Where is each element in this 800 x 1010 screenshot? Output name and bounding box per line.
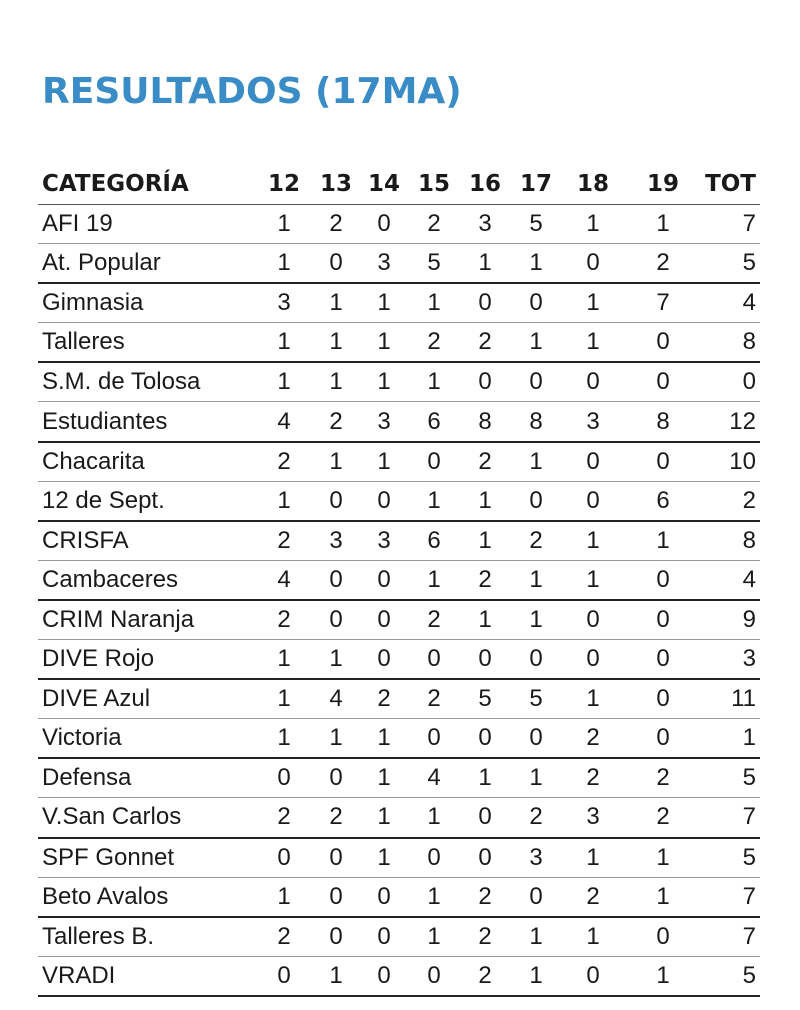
score-cell: 1 — [510, 244, 562, 284]
score-cell: 3 — [562, 798, 624, 838]
score-cell: 0 — [360, 956, 408, 996]
team-name-cell: DIVE Rojo — [38, 640, 256, 680]
score-cell: 1 — [256, 362, 312, 402]
team-name-cell: DIVE Azul — [38, 679, 256, 719]
team-name-cell: Victoria — [38, 719, 256, 759]
score-cell: 1 — [624, 521, 702, 561]
score-cell: 0 — [562, 244, 624, 284]
header-19: 19 — [624, 164, 702, 204]
total-cell: 5 — [702, 956, 760, 996]
table-row — [38, 521, 760, 561]
score-cell: 2 — [312, 204, 360, 244]
score-cell: 1 — [408, 560, 460, 600]
header-15: 15 — [408, 164, 460, 204]
team-name-cell: At. Popular — [38, 244, 256, 284]
score-cell: 5 — [408, 244, 460, 284]
score-cell: 1 — [562, 838, 624, 878]
score-cell: 0 — [510, 877, 562, 917]
score-cell: 1 — [360, 362, 408, 402]
score-cell: 6 — [624, 481, 702, 521]
total-cell: 7 — [702, 204, 760, 244]
score-cell: 4 — [312, 679, 360, 719]
score-cell: 2 — [360, 679, 408, 719]
header-17: 17 — [510, 164, 562, 204]
total-cell: 4 — [702, 283, 760, 323]
score-cell: 1 — [256, 323, 312, 363]
score-cell: 1 — [624, 877, 702, 917]
score-cell: 4 — [408, 758, 460, 798]
score-cell: 0 — [256, 956, 312, 996]
score-cell: 1 — [312, 323, 360, 363]
score-cell: 1 — [460, 600, 510, 640]
score-cell: 2 — [562, 758, 624, 798]
score-cell: 1 — [510, 600, 562, 640]
table-row — [38, 838, 760, 878]
score-cell: 0 — [624, 679, 702, 719]
score-cell: 0 — [408, 442, 460, 482]
score-cell: 3 — [510, 838, 562, 878]
score-cell: 0 — [312, 600, 360, 640]
score-cell: 5 — [510, 679, 562, 719]
score-cell: 2 — [624, 798, 702, 838]
header-13: 13 — [312, 164, 360, 204]
score-cell: 1 — [312, 956, 360, 996]
score-cell: 0 — [360, 917, 408, 957]
score-cell: 0 — [408, 838, 460, 878]
score-cell: 7 — [624, 283, 702, 323]
score-cell: 0 — [562, 362, 624, 402]
total-cell: 8 — [702, 323, 760, 363]
score-cell: 0 — [460, 719, 510, 759]
table-row — [38, 877, 760, 917]
table-row — [38, 679, 760, 719]
score-cell: 1 — [312, 640, 360, 680]
score-cell: 1 — [562, 204, 624, 244]
score-cell: 5 — [510, 204, 562, 244]
score-cell: 0 — [510, 481, 562, 521]
team-name-cell: Cambaceres — [38, 560, 256, 600]
score-cell: 2 — [624, 244, 702, 284]
score-cell: 1 — [360, 798, 408, 838]
score-cell: 1 — [312, 283, 360, 323]
score-cell: 0 — [256, 758, 312, 798]
score-cell: 3 — [360, 402, 408, 442]
total-cell: 5 — [702, 838, 760, 878]
score-cell: 0 — [562, 442, 624, 482]
score-cell: 1 — [256, 877, 312, 917]
score-cell: 0 — [510, 640, 562, 680]
header-18: 18 — [562, 164, 624, 204]
score-cell: 0 — [562, 956, 624, 996]
score-cell: 2 — [312, 402, 360, 442]
total-cell: 3 — [702, 640, 760, 680]
score-cell: 1 — [510, 917, 562, 957]
score-cell: 2 — [408, 204, 460, 244]
score-cell: 2 — [408, 600, 460, 640]
score-cell: 0 — [360, 600, 408, 640]
table-row — [38, 402, 760, 442]
score-cell: 1 — [624, 956, 702, 996]
score-cell: 1 — [256, 719, 312, 759]
score-cell: 2 — [460, 442, 510, 482]
score-cell: 0 — [360, 877, 408, 917]
header-12: 12 — [256, 164, 312, 204]
score-cell: 0 — [256, 838, 312, 878]
score-cell: 0 — [460, 798, 510, 838]
team-name-cell: VRADI — [38, 956, 256, 996]
table-row — [38, 244, 760, 284]
total-cell: 12 — [702, 402, 760, 442]
table-row — [38, 758, 760, 798]
table-row — [38, 956, 760, 996]
score-cell: 1 — [408, 877, 460, 917]
table-row — [38, 481, 760, 521]
score-cell: 0 — [624, 600, 702, 640]
score-cell: 1 — [256, 679, 312, 719]
score-cell: 1 — [624, 838, 702, 878]
score-cell: 2 — [624, 758, 702, 798]
team-name-cell: 12 de Sept. — [38, 481, 256, 521]
score-cell: 1 — [408, 283, 460, 323]
table-body — [38, 204, 760, 996]
table-row — [38, 560, 760, 600]
score-cell: 0 — [312, 758, 360, 798]
score-cell: 1 — [360, 442, 408, 482]
score-cell: 4 — [256, 402, 312, 442]
score-cell: 8 — [460, 402, 510, 442]
score-cell: 1 — [562, 679, 624, 719]
team-name-cell: AFI 19 — [38, 204, 256, 244]
header-categoria: CATEGORÍA — [38, 164, 256, 204]
score-cell: 0 — [360, 640, 408, 680]
score-cell: 1 — [460, 758, 510, 798]
score-cell: 1 — [562, 560, 624, 600]
score-cell: 0 — [510, 719, 562, 759]
team-name-cell: CRIM Naranja — [38, 600, 256, 640]
team-name-cell: Gimnasia — [38, 283, 256, 323]
score-cell: 0 — [624, 323, 702, 363]
table-row — [38, 283, 760, 323]
score-cell: 1 — [510, 323, 562, 363]
team-name-cell: SPF Gonnet — [38, 838, 256, 878]
score-cell: 0 — [360, 481, 408, 521]
score-cell: 1 — [360, 283, 408, 323]
score-cell: 1 — [562, 521, 624, 561]
score-cell: 0 — [460, 362, 510, 402]
total-cell: 7 — [702, 877, 760, 917]
score-cell: 1 — [510, 560, 562, 600]
score-cell: 2 — [460, 877, 510, 917]
team-name-cell: Talleres — [38, 323, 256, 363]
header-16: 16 — [460, 164, 510, 204]
score-cell: 6 — [408, 521, 460, 561]
total-cell: 1 — [702, 719, 760, 759]
table-row — [38, 917, 760, 957]
total-cell: 9 — [702, 600, 760, 640]
header-row — [38, 164, 760, 204]
score-cell: 2 — [510, 521, 562, 561]
total-cell: 7 — [702, 798, 760, 838]
score-cell: 1 — [408, 917, 460, 957]
team-name-cell: Defensa — [38, 758, 256, 798]
score-cell: 3 — [312, 521, 360, 561]
score-cell: 2 — [312, 798, 360, 838]
table-row — [38, 719, 760, 759]
score-cell: 1 — [510, 442, 562, 482]
score-cell: 1 — [562, 283, 624, 323]
team-name-cell: Chacarita — [38, 442, 256, 482]
score-cell: 0 — [360, 560, 408, 600]
total-cell: 8 — [702, 521, 760, 561]
score-cell: 1 — [312, 719, 360, 759]
team-name-cell: CRISFA — [38, 521, 256, 561]
score-cell: 2 — [510, 798, 562, 838]
score-cell: 0 — [624, 917, 702, 957]
score-cell: 1 — [360, 323, 408, 363]
score-cell: 1 — [510, 956, 562, 996]
score-cell: 0 — [624, 640, 702, 680]
score-cell: 0 — [312, 877, 360, 917]
total-cell: 11 — [702, 679, 760, 719]
score-cell: 1 — [256, 640, 312, 680]
table-row — [38, 442, 760, 482]
header-14: 14 — [360, 164, 408, 204]
score-cell: 3 — [360, 244, 408, 284]
score-cell: 8 — [624, 402, 702, 442]
score-cell: 1 — [312, 362, 360, 402]
score-cell: 0 — [408, 956, 460, 996]
score-cell: 1 — [460, 521, 510, 561]
score-cell: 1 — [360, 838, 408, 878]
table-row — [38, 640, 760, 680]
score-cell: 2 — [408, 679, 460, 719]
score-cell: 0 — [408, 640, 460, 680]
table-row — [38, 204, 760, 244]
score-cell: 0 — [624, 560, 702, 600]
score-cell: 0 — [312, 838, 360, 878]
total-cell: 2 — [702, 481, 760, 521]
total-cell: 7 — [702, 917, 760, 957]
score-cell: 0 — [624, 719, 702, 759]
score-cell: 2 — [256, 442, 312, 482]
score-cell: 3 — [562, 402, 624, 442]
score-cell: 0 — [312, 560, 360, 600]
table-row — [38, 798, 760, 838]
total-cell: 4 — [702, 560, 760, 600]
score-cell: 1 — [256, 244, 312, 284]
score-cell: 0 — [312, 917, 360, 957]
score-cell: 4 — [256, 560, 312, 600]
score-cell: 1 — [360, 719, 408, 759]
score-cell: 0 — [510, 362, 562, 402]
score-cell: 1 — [312, 442, 360, 482]
score-cell: 0 — [408, 719, 460, 759]
score-cell: 2 — [460, 956, 510, 996]
score-cell: 6 — [408, 402, 460, 442]
total-cell: 5 — [702, 758, 760, 798]
score-cell: 5 — [460, 679, 510, 719]
score-cell: 2 — [256, 917, 312, 957]
score-cell: 0 — [510, 283, 562, 323]
total-cell: 5 — [702, 244, 760, 284]
score-cell: 1 — [460, 244, 510, 284]
score-cell: 2 — [460, 323, 510, 363]
score-cell: 0 — [312, 481, 360, 521]
score-cell: 2 — [562, 719, 624, 759]
score-cell: 1 — [256, 481, 312, 521]
table-row — [38, 362, 760, 402]
score-cell: 3 — [256, 283, 312, 323]
score-cell: 1 — [256, 204, 312, 244]
score-cell: 1 — [408, 481, 460, 521]
score-cell: 2 — [460, 560, 510, 600]
score-cell: 1 — [510, 758, 562, 798]
score-cell: 0 — [460, 283, 510, 323]
score-cell: 0 — [312, 244, 360, 284]
score-cell: 0 — [562, 640, 624, 680]
score-cell: 0 — [562, 600, 624, 640]
results-table — [38, 164, 760, 997]
score-cell: 3 — [460, 204, 510, 244]
score-cell: 2 — [256, 600, 312, 640]
team-name-cell: Talleres B. — [38, 917, 256, 957]
page-title: RESULTADOS (17MA) — [42, 71, 462, 112]
table-row — [38, 600, 760, 640]
total-cell: 10 — [702, 442, 760, 482]
score-cell: 2 — [562, 877, 624, 917]
score-cell: 1 — [360, 758, 408, 798]
team-name-cell: V.San Carlos — [38, 798, 256, 838]
score-cell: 1 — [562, 323, 624, 363]
team-name-cell: Estudiantes — [38, 402, 256, 442]
score-cell: 1 — [460, 481, 510, 521]
score-cell: 0 — [460, 838, 510, 878]
score-cell: 3 — [360, 521, 408, 561]
score-cell: 1 — [624, 204, 702, 244]
total-cell: 0 — [702, 362, 760, 402]
score-cell: 0 — [624, 442, 702, 482]
table-header — [38, 164, 760, 204]
score-cell: 2 — [408, 323, 460, 363]
score-cell: 1 — [408, 798, 460, 838]
score-cell: 0 — [624, 362, 702, 402]
team-name-cell: S.M. de Tolosa — [38, 362, 256, 402]
score-cell: 1 — [562, 917, 624, 957]
score-cell: 8 — [510, 402, 562, 442]
score-cell: 0 — [460, 640, 510, 680]
table-row — [38, 323, 760, 363]
score-cell: 0 — [562, 481, 624, 521]
team-name-cell: Beto Avalos — [38, 877, 256, 917]
header-tot: TOT — [702, 164, 760, 204]
score-cell: 2 — [460, 917, 510, 957]
score-cell: 1 — [408, 362, 460, 402]
score-cell: 2 — [256, 521, 312, 561]
score-cell: 2 — [256, 798, 312, 838]
score-cell: 0 — [360, 204, 408, 244]
